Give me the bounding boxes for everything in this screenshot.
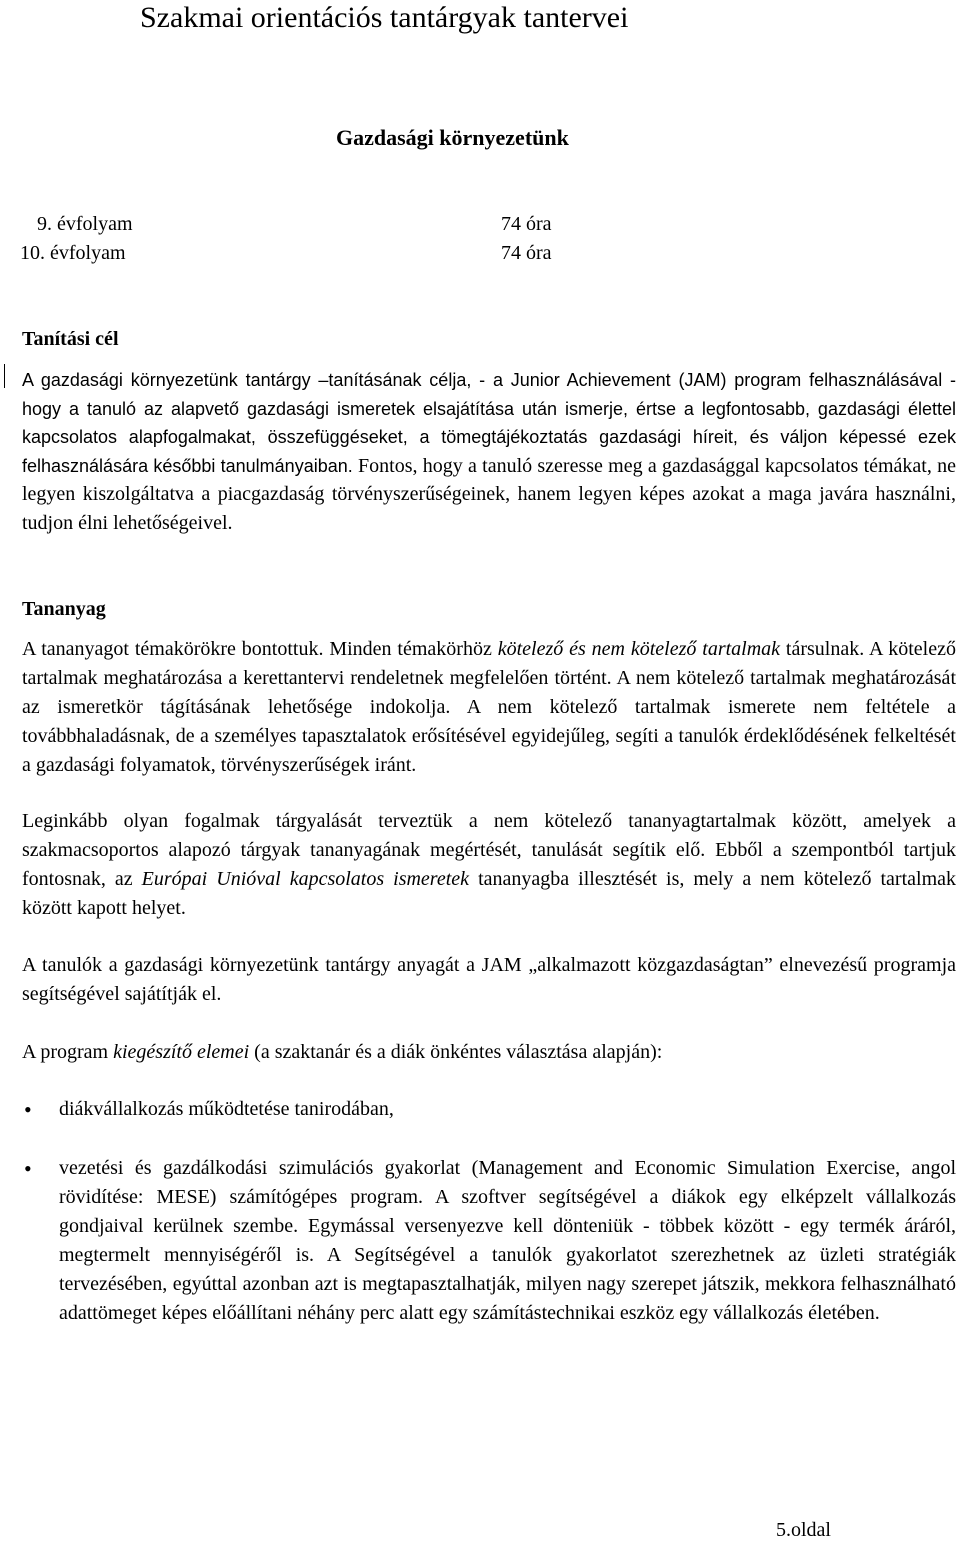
material-p2-text-b: tananyagba illesztését is, mely a nem kötelező tartalmak között kapott helyet. — [22, 868, 957, 919]
bullet-icon: • — [24, 1097, 32, 1122]
grade-10-hours: 74 óra — [501, 242, 552, 264]
material-paragraph-3: A tanulók a gazdasági környezetünk tantárgy anyagát a JAM „alkalmazott közgazdaságtan” elnevezésű programja segítségével sajátítják el. — [22, 954, 956, 1005]
subject-title: Gazdasági környezetünk — [336, 125, 569, 150]
material-paragraph-2 — [22, 807, 956, 923]
material-p4-text-a: A program — [22, 1041, 114, 1063]
grade-10-label: 10. évfolyam — [20, 242, 126, 264]
page-number: 5.oldal — [776, 1519, 831, 1541]
material-p1-text-a: A tananyagot témakörökre bontottuk. Minden témakörhöz — [22, 638, 498, 660]
goal-text-2: Fontos, hogy a tanuló szeresse meg a gazdasággal kapcsolatos témákat, ne legyen kiszolgáltatva a piacgazdaság törvényszerűségeinek, hanem legyen képes azokat a maga javára használni, tudjon élni lehetőségeivel. — [22, 454, 957, 534]
bullet-icon: • — [24, 1156, 32, 1181]
grade-9-label: 9. évfolyam — [37, 213, 133, 235]
material-paragraph-1 — [22, 635, 956, 780]
page-title: Szakmai orientációs tantárgyak tantervei — [140, 1, 629, 34]
material-p1-emphasis: kötelező és nem kötelező tartalmak — [497, 638, 781, 660]
list-item: diákvállalkozás működtetése tanirodában, — [59, 1098, 394, 1120]
material-p2-text-a: Leginkább olyan fogalmak tárgyalását terveztük a nem kötelező tananyagtartalmak között, amelyek a szakmacsoportos alapozó tárgyak tananyagának megértését, tanulását segítik elő. Ebből a szempontból tartjuk fontosnak, az — [22, 810, 956, 890]
material-p1-text-b: társulnak. A kötelező tartalmak meghatározása a kerettantervi rendeletnek megfelelően történt. A nem kötelező tartalmak meghatározását az ismeretkör tágításának lehetősége indokolja. A nem kötelező tartalmak ismerete nem feltétele a továbbhaladásnak, de a személyes tapasztalatok erősítésével egyidejűleg, segíti a tanulók érdeklődésének felkeltését a gazdasági folyamatok, törvényszerűségek iránt. — [22, 638, 956, 776]
material-p4-emphasis: kiegészítő elemei — [113, 1041, 250, 1063]
goal-paragraph — [22, 366, 956, 537]
change-bar — [4, 364, 5, 388]
material-p2-emphasis: Európai Unióval kapcsolatos ismeretek — [141, 868, 470, 890]
goal-heading: Tanítási cél — [22, 328, 119, 350]
goal-text-1: A gazdasági környezetünk tantárgy –tanításának célja, - a Junior Achievement (JAM) program felhasználásával - hogy a tanuló az alapvető gazdasági ismeretek elsajátítása után ismerje, értse a legfontosabb, gazdasági élettel kapcsolatos alapfogalmakat, összefüggéseket, a tömegtájékoztatás gazdasági híreit, és váljon képessé ezek felhasználására későbbi tanulmányaiban. — [22, 370, 956, 476]
grade-9-hours: 74 óra — [501, 213, 552, 235]
material-p4-text-b: (a szaktanár és a diák önkéntes választása alapján): — [249, 1041, 663, 1063]
material-paragraph-4 — [22, 1038, 956, 1067]
material-heading: Tananyag — [22, 598, 106, 620]
list-item: vezetési és gazdálkodási szimulációs gyakorlat (Management and Economic Simulation Exercise, angol rövidítése: MESE) számítógépes program. A szoftver segítségével a diákok egy elképzelt vállalkozás gondjaival kerülnek szembe. Egymással versenyezve kell dönteniük - többek között - egy termék áráról, megtermelt mennyiségéről is. A Segítségével a tanulók gyakorlatot szerezhetnek az üzleti stratégiák tervezésében, egyúttal azonban azt is megtapasztalhatják, milyen nagy szerepet játszik, mekkora felhasználható adattömeget képes előállítani néhány perc alatt egy számítástechnikai eszköz egy vállalkozás életében. — [59, 1157, 956, 1324]
